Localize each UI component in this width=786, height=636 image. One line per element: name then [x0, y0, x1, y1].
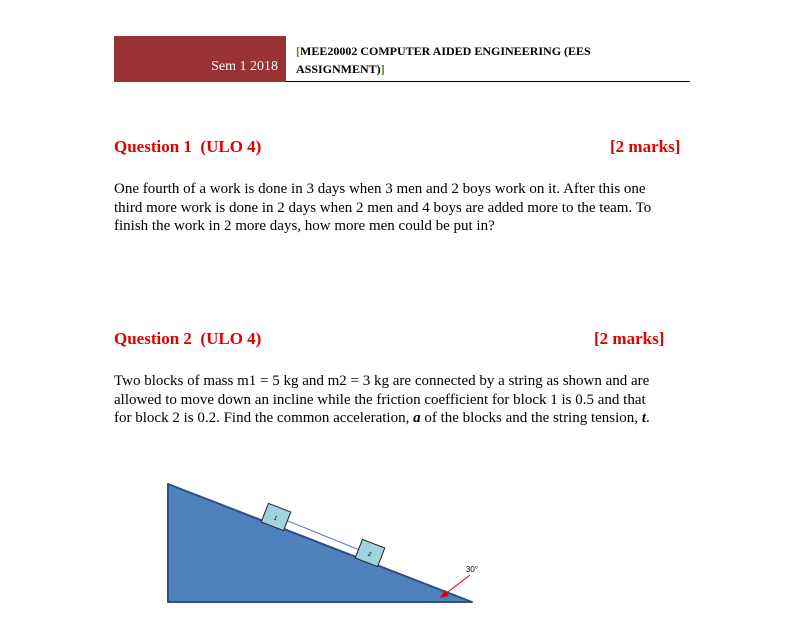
header-title-line1: MEE20002 COMPUTER AIDED ENGINEERING (EES	[300, 44, 591, 58]
question-1-line-3: finish the work in 2 more days, how more men could be put in?	[114, 218, 495, 234]
header-semester-box	[114, 36, 286, 82]
question-1-line-2: third more work is done in 2 days when 2 men and 4 boys are added more to the team. To	[114, 199, 652, 216]
question-2-marks: [2 marks]	[594, 329, 665, 348]
variable-t: t	[641, 410, 646, 426]
header-title-line2: ASSIGNMENT)	[296, 62, 381, 76]
question-1-text	[114, 180, 692, 236]
variable-a: a	[413, 410, 421, 426]
block-2-label: 2	[366, 551, 372, 559]
question-2-line-3	[114, 409, 692, 428]
question-2-line-3c: .	[645, 410, 650, 426]
question-1-marks: [2 marks]	[610, 137, 681, 156]
question-1-heading: Question 1 (ULO 4)	[114, 137, 262, 156]
question-2-line-1: Two blocks of mass m1 = 5 kg and m2 = 3 kg are connected by a string as shown and are	[114, 373, 650, 389]
incline-wedge	[168, 484, 472, 602]
header-bracket-open: [	[296, 44, 300, 58]
header-course-title	[296, 42, 656, 78]
incline-diagram	[160, 478, 480, 610]
header-bracket-close: ]	[380, 62, 385, 76]
question-2-line-3a: for block 2 is 0.2. Find the common acceleration,	[114, 410, 414, 426]
header-rule	[286, 81, 690, 82]
block-1-label: 1	[272, 515, 278, 523]
header-semester: Sem 1 2018	[211, 59, 278, 74]
question-2-line-2: allowed to move down an incline while the friction coefficient for block 1 is 0.5 and that	[114, 391, 646, 408]
question-2-text	[114, 372, 692, 428]
angle-label: 30°	[465, 565, 478, 574]
question-2-heading: Question 2 (ULO 4)	[114, 329, 262, 348]
angle-arrow-line	[444, 575, 470, 595]
question-1-line-1: One fourth of a work is done in 3 days when 3 men and 2 boys work on it. After this one	[114, 181, 646, 197]
question-2-line-3b: of the blocks and the string tension,	[420, 410, 642, 426]
